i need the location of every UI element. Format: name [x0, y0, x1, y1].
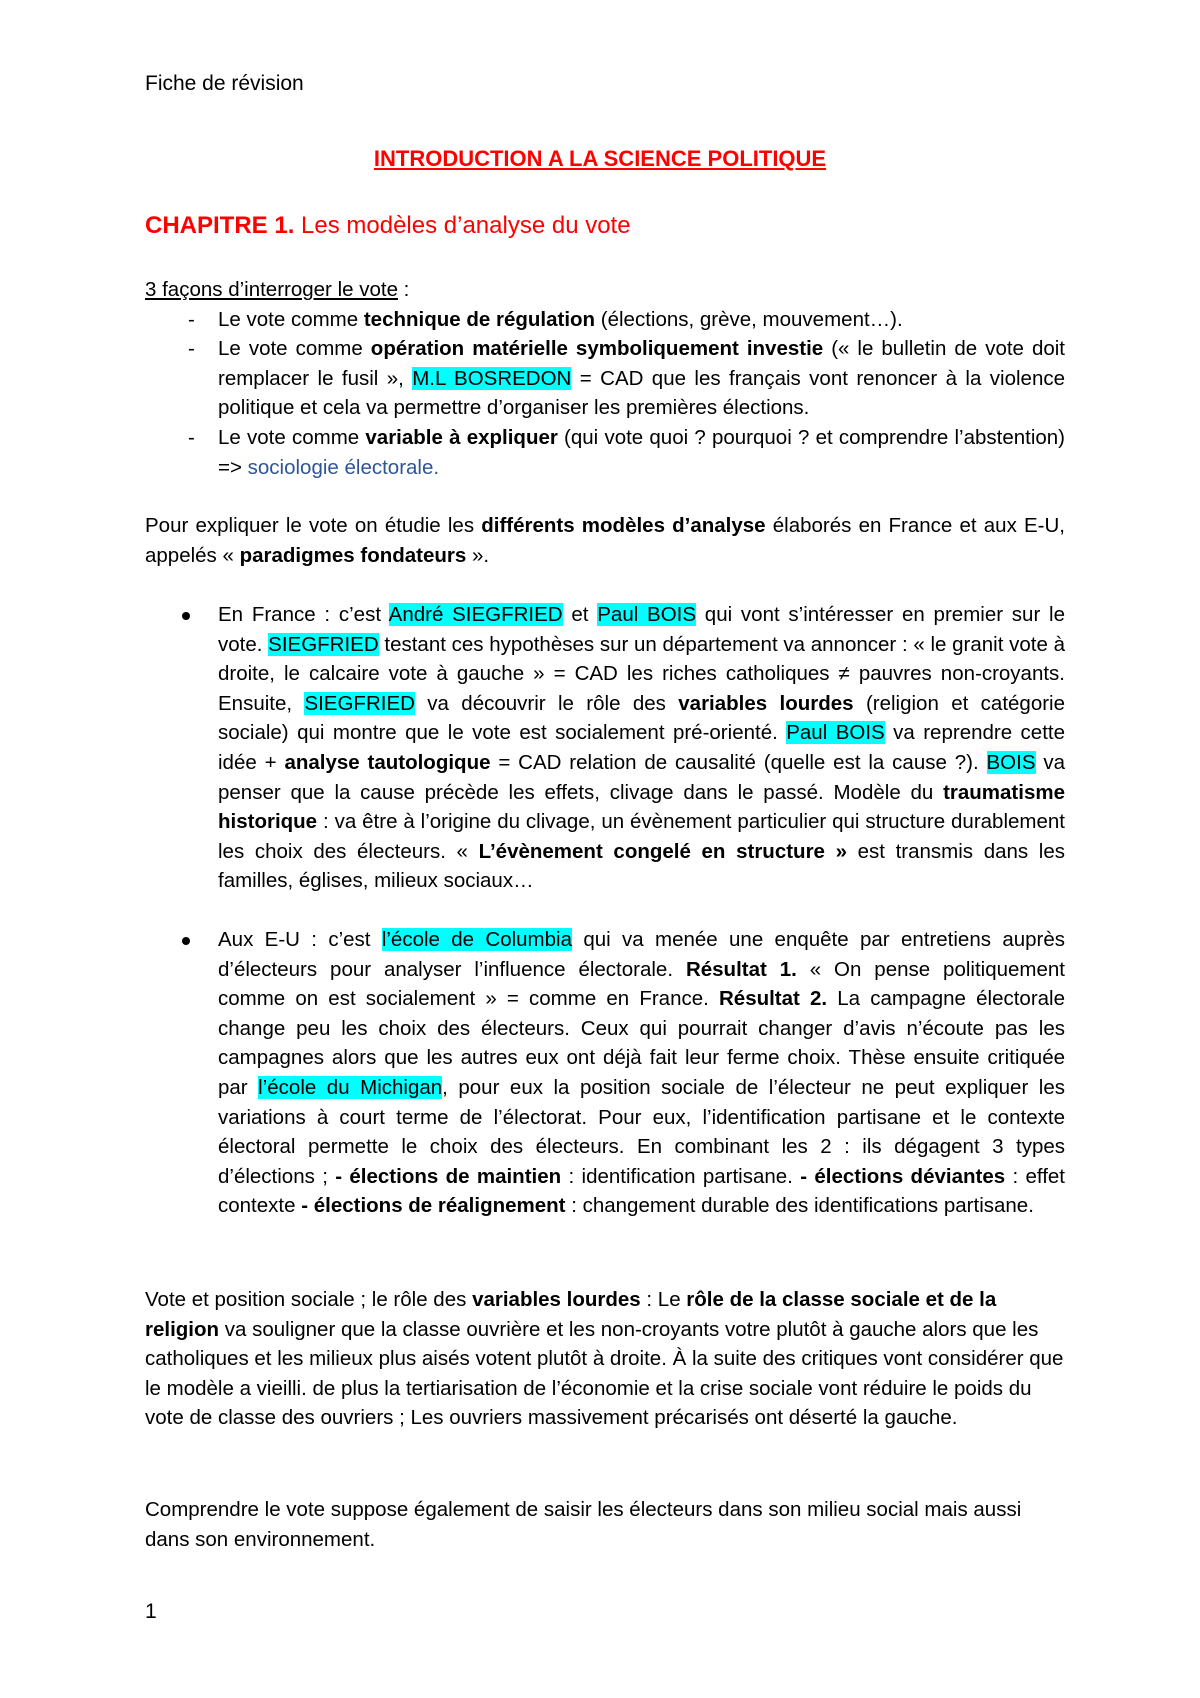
bold-term: Résultat 2.: [718, 987, 828, 1011]
page-number: 1: [145, 1600, 157, 1623]
text: : identification partisane.: [561, 1164, 801, 1188]
text: , pour eux la position sociale de l’électeur ne peut expliquer les variations à court terme de l’électorat. Pour eux, l’identification partisane et le contexte électoral permette le choix des électeurs. En combinant les 2 : ils dégagent 3 types d’élections ;: [218, 1075, 1066, 1188]
bullet-dot: [182, 612, 190, 620]
highlight-name: SIEGFRIED: [304, 691, 415, 715]
item-text: Le vote comme: [218, 337, 371, 361]
item-text: (« le bulletin de vote doit remplacer le fusil »,: [218, 337, 1066, 390]
bold-term: rôle de la classe sociale et de la religion: [145, 1288, 997, 1341]
document-title: INTRODUCTION A LA SCIENCE POLITIQUE: [373, 146, 827, 171]
sociologie-link: sociologie électorale.: [247, 455, 440, 479]
highlight-name: l’école du Michigan: [258, 1075, 443, 1099]
highlight-name: SIEGFRIED: [268, 632, 379, 656]
bold-term: - élections déviantes: [800, 1164, 1006, 1188]
item-text: (qui vote quoi ? pourquoi ? et comprendre l’abstention) =>: [218, 425, 1066, 479]
bold-term: traumatisme historique: [218, 780, 1065, 834]
paragraph-conclusion: Comprendre le vote suppose également de saisir les électeurs dans son milieu social mais aussi dans son environnement.: [145, 1498, 1022, 1551]
para-text: ».: [466, 543, 490, 567]
bold-term: Résultat 1.: [685, 957, 797, 981]
bullet-section-france: [145, 600, 1065, 896]
text: qui vont s’intéresser en premier sur le vote.: [218, 603, 1066, 656]
bullet-list: [145, 600, 1065, 896]
bullet-dot: [182, 937, 190, 945]
para-text: élaborés en France et aux E-U, appelés «: [145, 514, 1065, 567]
bold-term: variables lourdes: [678, 691, 854, 715]
highlight-name: M.L BOSREDON: [412, 366, 572, 390]
text: qui va menée une enquête par entretiens auprès d’électeurs pour analyser l’influence électorale.: [218, 928, 1065, 981]
text: va penser que la cause précède les effets, clivage dans le passé. Modèle du: [218, 750, 1065, 804]
text: : changement durable des identifications partisane.: [565, 1194, 1034, 1218]
text: « On pense politiquement comme on est socialement » = comme en France.: [218, 957, 1065, 1011]
bullet-section-usa: [145, 925, 1065, 1221]
intro-heading-suffix: :: [397, 278, 410, 301]
page-header: Fiche de révision: [145, 72, 304, 95]
highlight-name: Paul BOIS: [597, 603, 697, 626]
item-bold: technique de régulation: [363, 307, 596, 331]
highlight-name: Paul BOIS: [786, 721, 885, 745]
para-text: Pour expliquer le vote on étudie les: [145, 514, 482, 537]
text: : va être à l’origine du clivage, un évènement particulier qui structure durablement les choix des électeurs. «: [218, 810, 1065, 863]
dash-marker: -: [188, 307, 195, 331]
paragraph-models: [145, 511, 1065, 570]
para-bold: différents modèles d’analyse: [481, 514, 766, 537]
bold-term: variables lourdes: [472, 1288, 641, 1311]
intro-heading: 3 façons d’interroger le vote: [145, 278, 398, 301]
item-text: Le vote comme: [218, 307, 364, 331]
text: et: [562, 603, 598, 626]
dash-marker: -: [188, 337, 195, 361]
chapter-number: CHAPITRE 1.: [145, 212, 295, 239]
intro-list: [145, 305, 1065, 483]
bold-term: L’évènement congelé en structure »: [478, 839, 847, 863]
text: (religion et catégorie sociale) qui montre que le vote est socialement pré-orienté.: [218, 691, 1066, 745]
text: En France : c’est: [218, 603, 389, 626]
list-item: [145, 305, 1065, 335]
text: Vote et position sociale ; le rôle des: [145, 1288, 473, 1311]
para-bold: paradigmes fondateurs: [239, 543, 467, 567]
chapter-name: Les modèles d’analyse du vote: [294, 212, 631, 239]
list-item: [145, 423, 1065, 482]
text: La campagne électorale change peu les choix des électeurs. Ceux qui pourrait changer d’avis n’écoute pas les campagnes alors que les autres eux ont déjà fait leur ferme choix. Thèse ensuite critiquée par: [218, 987, 1066, 1099]
highlight-name: BOIS: [986, 750, 1036, 774]
list-item: [145, 334, 1065, 423]
item-text: = CAD que les français vont renoncer à la violence politique et cela va permettre d’organiser les premières élections.: [218, 366, 1065, 420]
bold-term: - élections de maintien: [335, 1164, 562, 1188]
text: : effet contexte: [218, 1164, 1066, 1218]
list-item-france: [145, 600, 1065, 896]
highlight-name: André SIEGFRIED: [388, 603, 563, 626]
text: = CAD relation de causalité (quelle est la cause ?).: [490, 750, 987, 774]
text: testant ces hypothèses sur un département va annoncer : « le granit vote à droite, le calcaire vote à gauche » = CAD les riches catholiques ≠ pauvres non-croyants. Ensuite,: [218, 632, 1066, 715]
list-item-usa: [145, 925, 1065, 1221]
dash-marker: -: [188, 425, 195, 449]
text: va reprendre cette idée +: [218, 721, 1066, 774]
item-text: Le vote comme: [218, 425, 366, 449]
item-bold: opération matérielle symboliquement investie: [370, 337, 824, 361]
text: va souligner que la classe ouvrière et les non-croyants votre plutôt à gauche alors que les catholiques et les milieux plus aisés votent plutôt à droite. À la suite des critiques vont considérer que le modèle a vieilli. de plus la tertiarisation de l’économie et la crise sociale vont réduire le poids du vote de classe des ouvriers ; Les ouvriers massivement précarisés ont déserté la gauche.: [145, 1317, 1064, 1430]
item-text: (élections, grève, mouvement…).: [595, 307, 903, 331]
text: est transmis dans les familles, églises, milieux sociaux…: [218, 839, 1065, 893]
text: va découvrir le rôle des: [414, 691, 679, 715]
highlight-name: l’école de Columbia: [381, 928, 572, 951]
bold-term: - élections de réalignement: [301, 1194, 566, 1218]
paragraph-social-position: [145, 1285, 1065, 1433]
intro-section: [145, 275, 1065, 482]
bullet-list: [145, 925, 1065, 1221]
item-bold: variable à expliquer: [365, 425, 558, 449]
intro-heading-line: [145, 275, 1065, 305]
text: : Le: [640, 1288, 687, 1311]
bold-term: analyse tautologique: [284, 750, 491, 774]
text: Aux E-U : c’est: [218, 928, 382, 951]
chapter-heading: [145, 212, 631, 240]
